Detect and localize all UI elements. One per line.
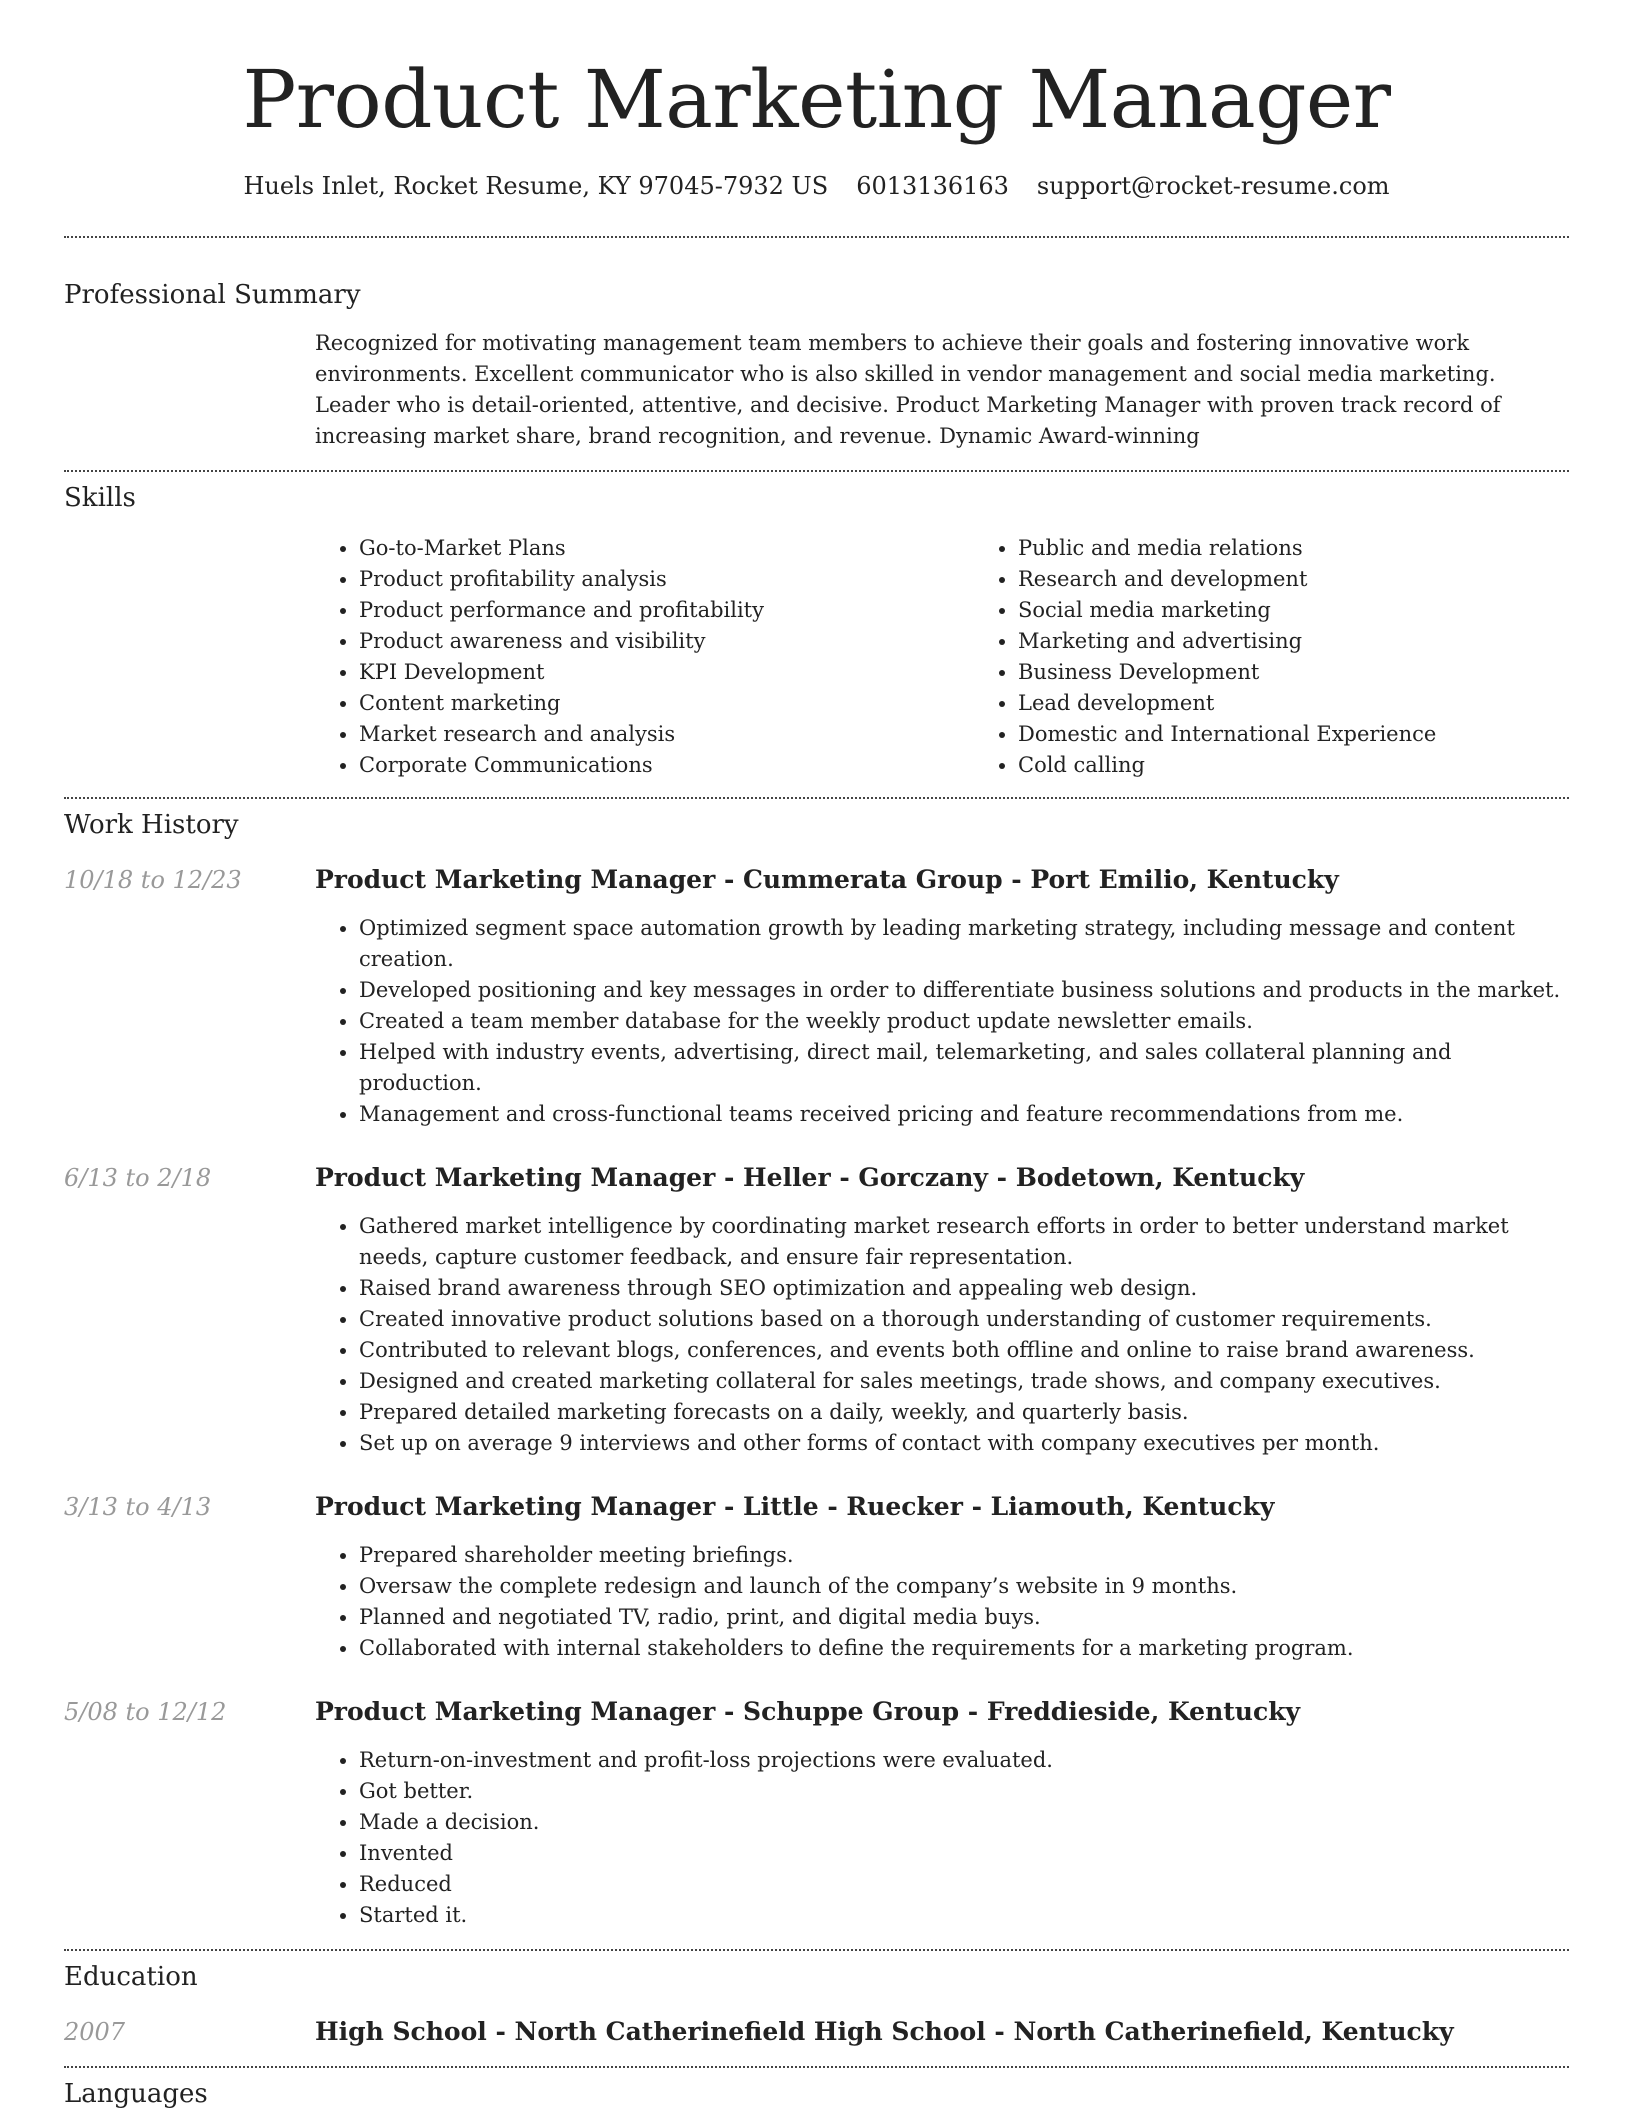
job-dates: 5/08 to 12/12 (64, 1698, 227, 1726)
job-bullet: • Created a team member database for the weekly product update newsletter emails. (359, 1006, 1569, 1037)
job-bullet: • Designed and created marketing collateral for sales meetings, trade shows, and company executives. (359, 1366, 1569, 1397)
section-divider (64, 797, 1569, 799)
summary-heading: Professional Summary (64, 280, 361, 310)
skills-list-right (974, 533, 1632, 781)
skill-item: • Business Development (1018, 657, 1632, 688)
job-heading: Product Marketing Manager - Heller - Gorczany - Bodetown, Kentucky (315, 1163, 1305, 1192)
resume-page (64, 0, 1569, 2111)
job-entry (64, 1696, 1569, 1931)
job-heading: Product Marketing Manager - Cummerata Group - Port Emilio, Kentucky (315, 865, 1339, 894)
job-bullet: • Created innovative product solutions based on a thorough understanding of customer requirements. (359, 1304, 1569, 1335)
job-bullet: • Invented (359, 1838, 1569, 1869)
job-bullet: • Prepared shareholder meeting briefings. (359, 1540, 1569, 1571)
skill-item: • Content marketing (359, 688, 974, 719)
resume-title: Product Marketing Manager (242, 53, 1391, 146)
job-heading: Product Marketing Manager - Schuppe Group - Freddieside, Kentucky (315, 1697, 1301, 1726)
section-divider (64, 470, 1569, 472)
skill-item: • Go-to-Market Plans (359, 533, 974, 564)
job-bullets (315, 1745, 1569, 1931)
skills-heading: Skills (64, 483, 136, 513)
summary-spacer (64, 328, 315, 452)
section-divider (64, 236, 1569, 238)
job-dates: 3/13 to 4/13 (64, 1493, 212, 1521)
job-entry (64, 864, 1569, 1130)
skill-item: • KPI Development (359, 657, 974, 688)
job-bullet: • Raised brand awareness through SEO optimization and appealing web design. (359, 1273, 1569, 1304)
skill-item: • Lead development (1018, 688, 1632, 719)
languages-heading: Languages (64, 2079, 208, 2109)
education-section (64, 1960, 1569, 2048)
summary-text: Recognized for motivating management team members to achieve their goals and fostering innovative work environments. Excellent communicator who is also skilled in vendor management and social media marketing. Leader who is detail-oriented, attentive, and decisive. Product Marketing Manager with proven track record of increasing market share, brand recognition, and revenue. Dynamic Award-winning (315, 331, 1501, 448)
contact-phone: 6013136163 (856, 172, 1009, 200)
job-bullet: • Return-on-investment and profit-loss projections were evaluated. (359, 1745, 1569, 1776)
education-heading-line: High School - North Catherinefield High School - North Catherinefield, Kentucky (315, 2017, 1454, 2046)
skill-item: • Domestic and International Experience (1018, 719, 1632, 750)
job-heading: Product Marketing Manager - Little - Ruecker - Liamouth, Kentucky (315, 1492, 1275, 1521)
job-bullet: • Made a decision. (359, 1807, 1569, 1838)
job-bullet: • Got better. (359, 1776, 1569, 1807)
contact-line (64, 170, 1569, 202)
job-bullet: • Gathered market intelligence by coordinating market research efforts in order to better understand market needs, capture customer feedback, and ensure fair representation. (359, 1211, 1569, 1273)
job-dates: 6/13 to 2/18 (64, 1164, 212, 1192)
job-bullets (315, 1540, 1569, 1664)
work-heading: Work History (64, 810, 239, 840)
job-bullet: • Developed positioning and key messages in order to differentiate business solutions and products in the market. (359, 975, 1569, 1006)
skill-item: • Marketing and advertising (1018, 626, 1632, 657)
skill-item: • Cold calling (1018, 750, 1632, 781)
contact-address: Huels Inlet, Rocket Resume, KY 97045-7932 US (243, 172, 829, 200)
job-bullet: • Helped with industry events, advertising, direct mail, telemarketing, and sales collateral planning and production. (359, 1037, 1569, 1099)
job-bullet: • Set up on average 9 interviews and other forms of contact with company executives per month. (359, 1428, 1569, 1459)
languages-section (64, 2077, 1569, 2111)
skill-item: • Public and media relations (1018, 533, 1632, 564)
job-bullet: • Started it. (359, 1900, 1569, 1931)
job-bullets (315, 1211, 1569, 1459)
summary-section (64, 278, 1569, 452)
skill-item: • Product profitability analysis (359, 564, 974, 595)
skills-spacer (64, 533, 315, 781)
skill-item: • Corporate Communications (359, 750, 974, 781)
skill-item: • Product awareness and visibility (359, 626, 974, 657)
contact-email: support@rocket-resume.com (1036, 172, 1390, 200)
education-heading: Education (64, 1962, 198, 1992)
job-entry (64, 1162, 1569, 1459)
skill-item: • Market research and analysis (359, 719, 974, 750)
job-bullet: • Optimized segment space automation growth by leading marketing strategy, including message and content creation. (359, 913, 1569, 975)
skill-item: • Product performance and profitability (359, 595, 974, 626)
job-bullets (315, 913, 1569, 1130)
job-bullet: • Collaborated with internal stakeholders to define the requirements for a marketing program. (359, 1633, 1569, 1664)
job-entry (64, 1491, 1569, 1664)
section-divider (64, 2066, 1569, 2068)
job-bullet: • Contributed to relevant blogs, conferences, and events both offline and online to raise brand awareness. (359, 1335, 1569, 1366)
job-bullet: • Reduced (359, 1869, 1569, 1900)
skill-item: • Research and development (1018, 564, 1632, 595)
skills-section (64, 481, 1569, 781)
job-bullet: • Prepared detailed marketing forecasts on a daily, weekly, and quarterly basis. (359, 1397, 1569, 1428)
skill-item: • Social media marketing (1018, 595, 1632, 626)
job-bullet: • Management and cross-functional teams received pricing and feature recommendations from me. (359, 1099, 1569, 1130)
job-bullet: • Oversaw the complete redesign and launch of the company’s website in 9 months. (359, 1571, 1569, 1602)
skills-list-left (315, 533, 974, 781)
education-entry (64, 2016, 1569, 2048)
work-section (64, 808, 1569, 1931)
job-dates: 10/18 to 12/23 (64, 866, 242, 894)
section-divider (64, 1949, 1569, 1951)
job-bullet: • Planned and negotiated TV, radio, print, and digital media buys. (359, 1602, 1569, 1633)
education-year: 2007 (64, 2018, 126, 2046)
